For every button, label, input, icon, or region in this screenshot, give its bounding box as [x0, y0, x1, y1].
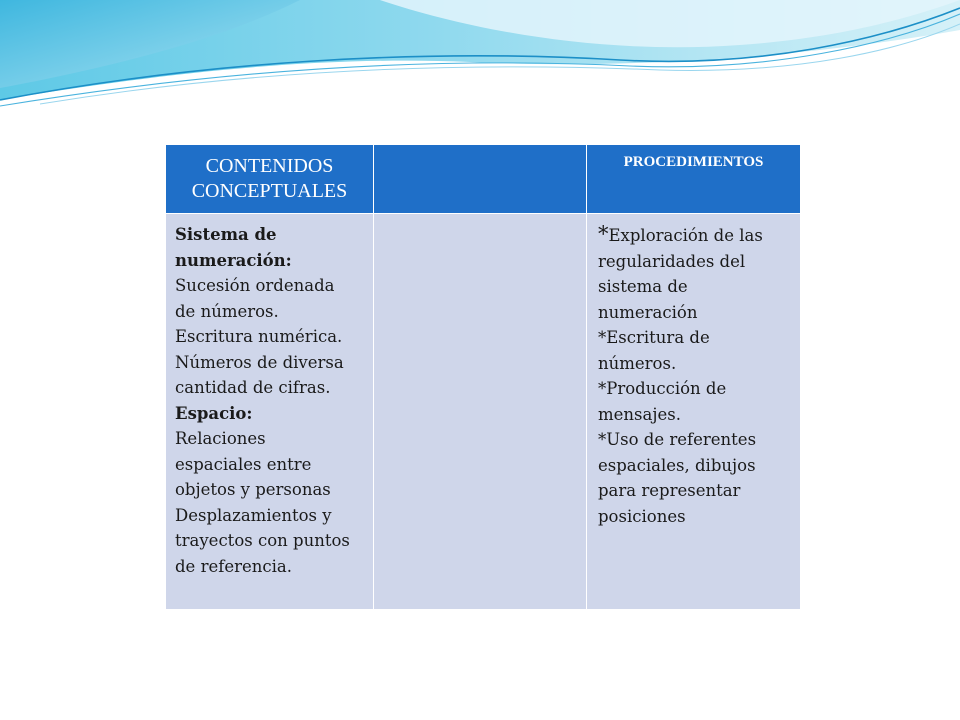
list-item: [598, 222, 792, 249]
list-item: Escritura numérica.: [175, 327, 343, 346]
header-contenidos-conceptuales: [166, 145, 374, 214]
list-item: para representar: [598, 481, 741, 500]
list-item: números.: [598, 353, 677, 373]
header-col1-line1: CONTENIDOS: [205, 155, 334, 177]
header-empty: [374, 145, 587, 214]
list-item-text: Exploración de las: [608, 226, 763, 245]
content-table: [165, 144, 801, 610]
table-body-row: [166, 214, 801, 610]
cell-procedimientos: [587, 214, 801, 610]
list-item: *Producción de: [598, 379, 727, 398]
list-item: *Escritura de: [598, 328, 710, 347]
list-item: cantidad de cifras.: [175, 378, 331, 397]
list-item: mensajes.: [598, 404, 681, 424]
list-item: Desplazamientos y: [175, 505, 332, 525]
list-item: Números de diversa: [175, 352, 344, 372]
list-item: objetos y personas: [175, 480, 331, 499]
cell-empty: [374, 214, 587, 610]
header-procedimientos: PROCEDIMIENTOS: [587, 145, 801, 214]
table-header-row: [166, 145, 801, 214]
list-item: numeración:: [175, 250, 292, 270]
list-item: Espacio:: [175, 403, 253, 423]
list-item: de números.: [175, 301, 279, 321]
star-marker: *: [598, 222, 609, 246]
list-item: Relaciones: [175, 429, 266, 448]
list-item: sistema de: [598, 277, 688, 296]
header-wave-decoration: [0, 0, 960, 130]
list-item: Sucesión ordenada: [175, 276, 335, 295]
content-table-wrapper: [165, 144, 800, 610]
list-item: de referencia.: [175, 556, 292, 576]
list-item: trayectos con puntos: [175, 531, 350, 550]
list-item: Sistema de: [175, 225, 277, 244]
list-item: espaciales entre: [175, 454, 312, 474]
list-item: espaciales, dibujos: [598, 455, 756, 475]
list-item: *Uso de referentes: [598, 430, 757, 449]
list-item: posiciones: [598, 506, 686, 526]
list-item: regularidades del: [598, 251, 746, 271]
header-col1-line2: CONCEPTUALES: [191, 180, 348, 202]
list-item: numeración: [598, 302, 698, 322]
cell-contenidos: [166, 214, 374, 610]
